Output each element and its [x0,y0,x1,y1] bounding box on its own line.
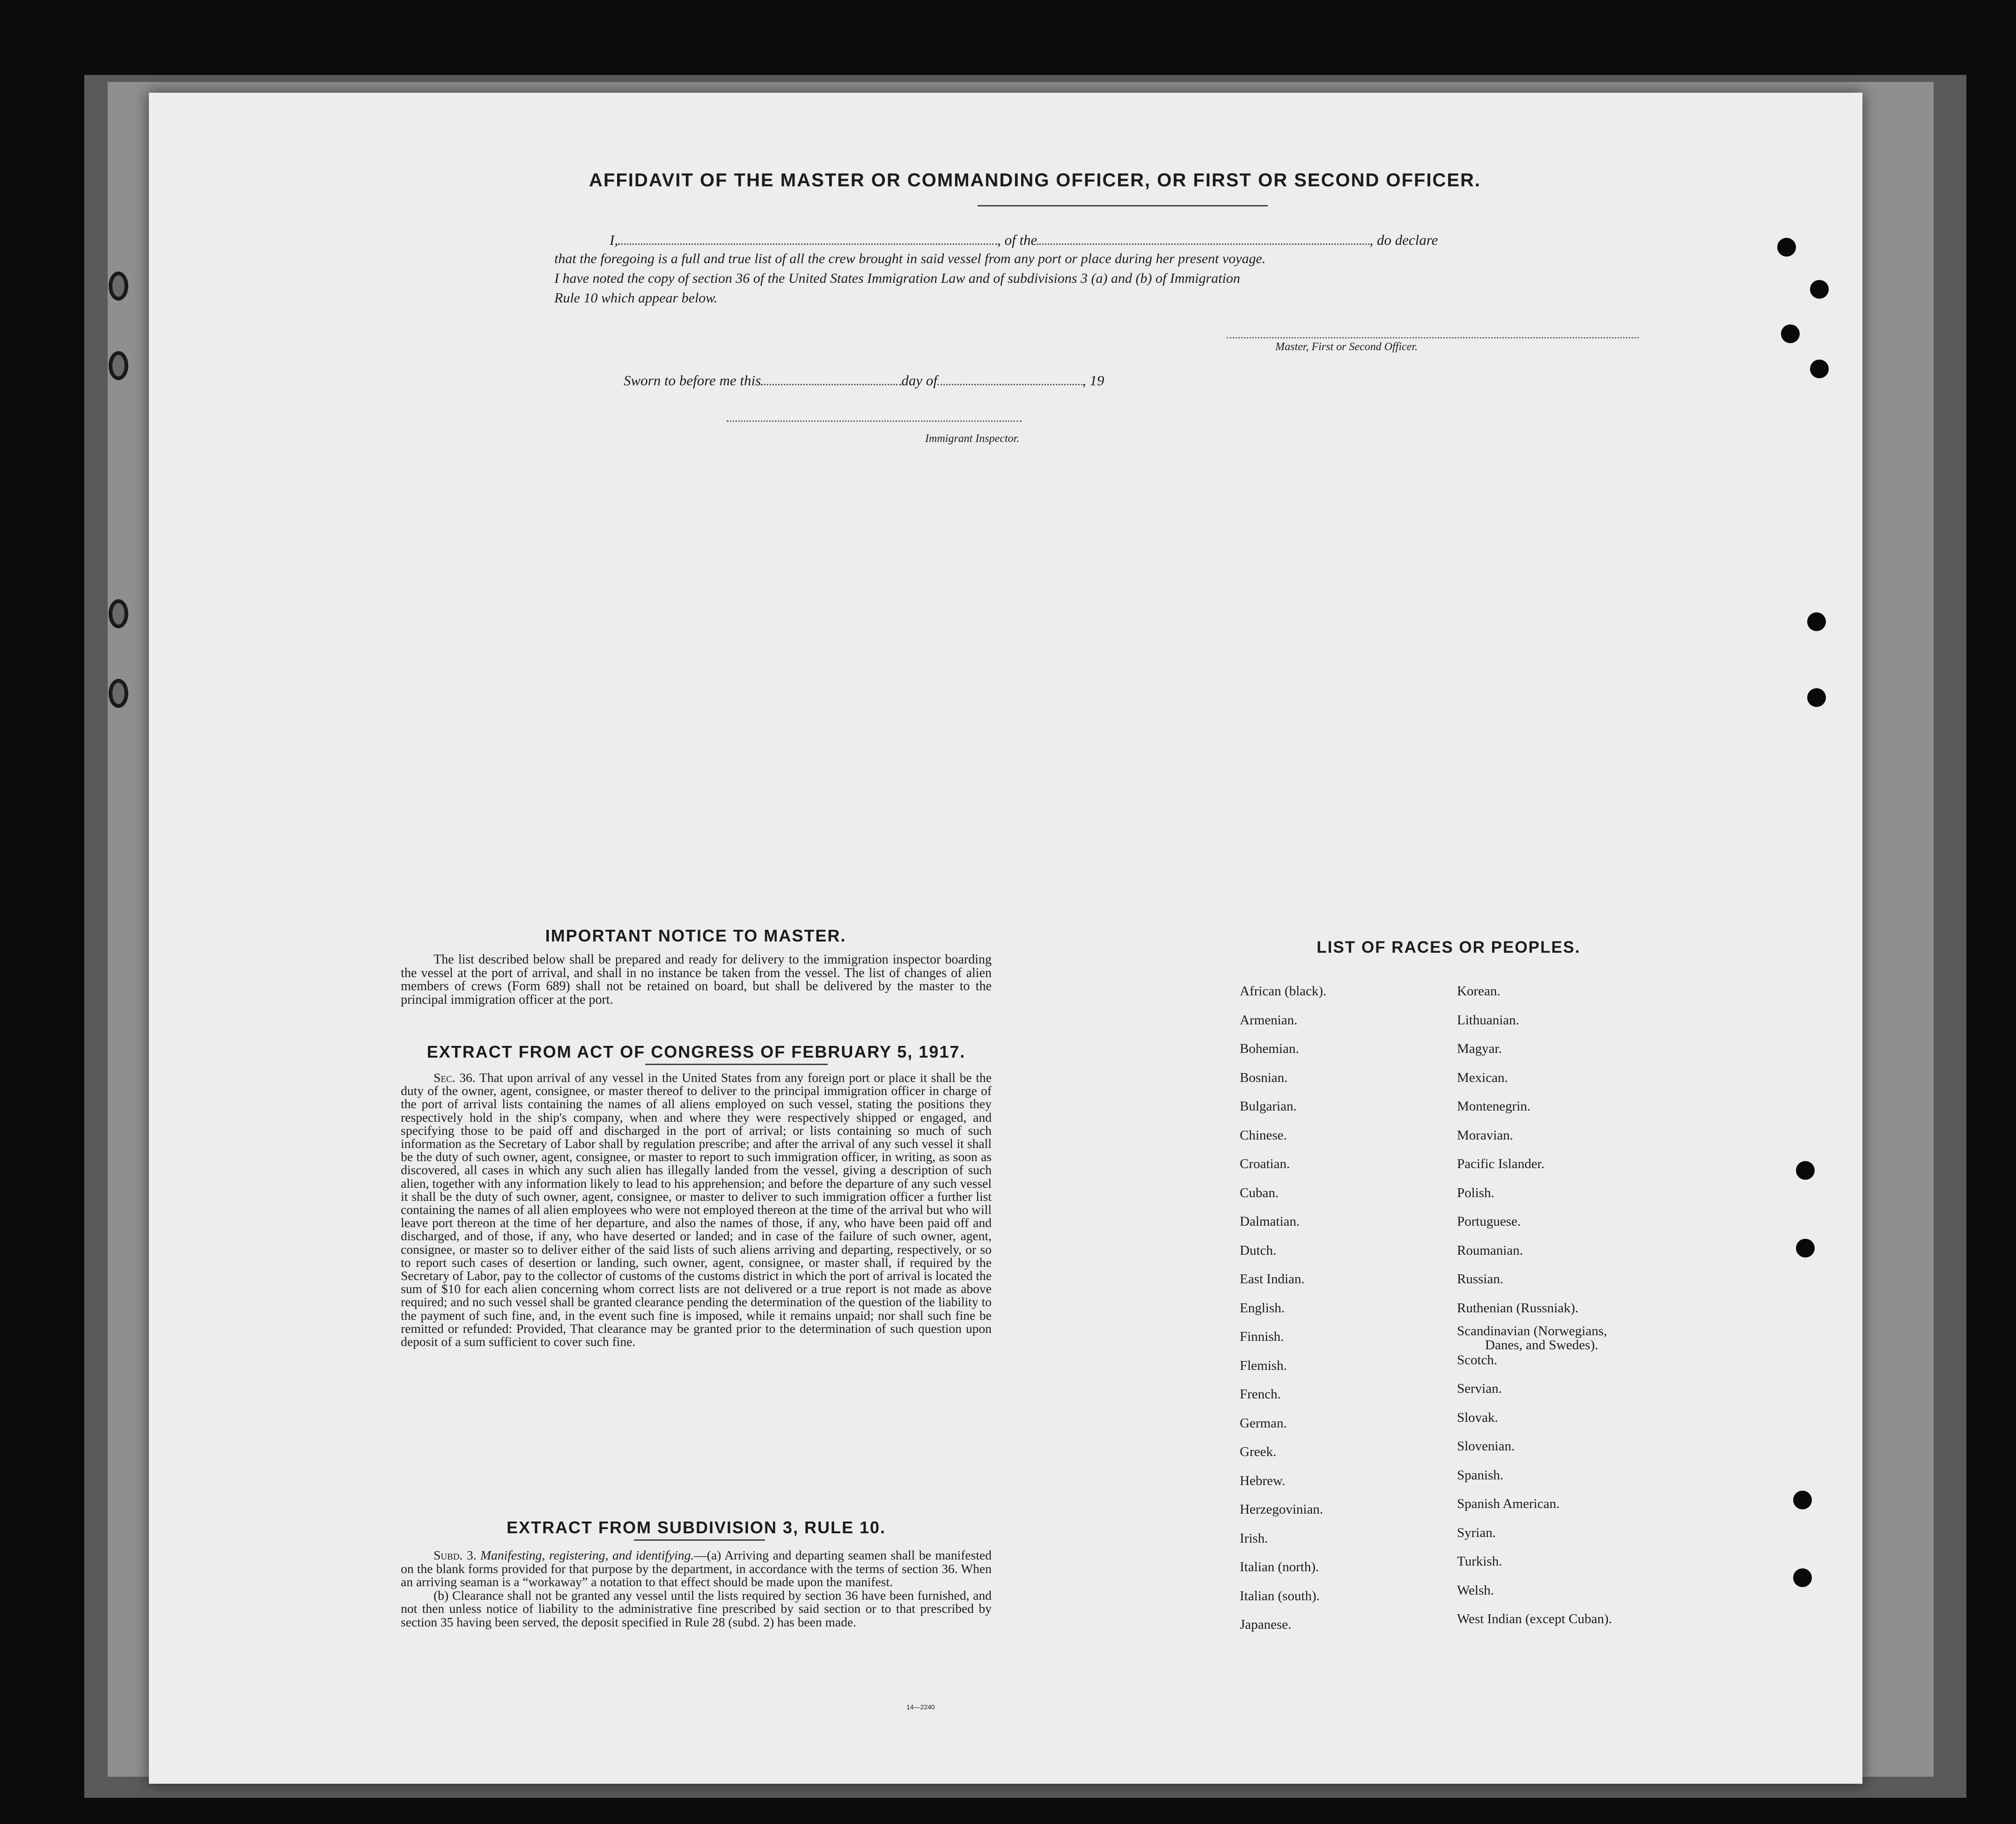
vessel-name-blank [1037,231,1369,245]
binder-ring-icon [109,351,128,380]
extract-act-underline [645,1064,828,1065]
race-item: Herzegovinian. [1240,1502,1323,1517]
race-item: Welsh. [1457,1582,1494,1598]
title-underline [978,205,1268,206]
race-item: Roumanian. [1457,1243,1523,1258]
master-signature-line [1227,337,1639,338]
race-item: Turkish. [1457,1554,1502,1569]
race-item: Montenegrin. [1457,1099,1531,1114]
subdivision-text-b: (b) Clearance shall not be granted any vessel until the lists required by section 36 have been furnished, and not then unless notice of liability to the administrative fine prescribed by said section or to that prescribed by section 35 having been served, the deposit specified in Rule 28 (subd. 2) has been made. [401,1588,992,1629]
race-item: West Indian (except Cuban). [1457,1611,1612,1626]
punch-hole-icon [1810,280,1829,299]
punch-hole-icon [1810,360,1829,378]
race-item: Ruthenian (Russniak). [1457,1300,1579,1316]
notice-heading: IMPORTANT NOTICE TO MASTER. [545,926,846,945]
punch-hole-icon [1807,688,1826,707]
races-heading: LIST OF RACES OR PEOPLES. [1317,938,1581,956]
race-item: Mexican. [1457,1070,1508,1085]
race-item: Bosnian. [1240,1070,1288,1085]
race-item: Servian. [1457,1381,1502,1396]
binder-ring-icon [109,599,128,628]
race-item: Chinese. [1240,1127,1287,1143]
affidavit-declare: , do declare [1369,232,1438,248]
race-item: Lithuanian. [1457,1012,1519,1028]
affidavit-line-4: Rule 10 which appear below. [554,290,718,306]
race-item: Finnish. [1240,1329,1284,1344]
race-item: Hebrew. [1240,1473,1286,1488]
race-item: Spanish. [1457,1467,1504,1483]
race-item: Magyar. [1457,1041,1502,1056]
subdivision-label: Subd. 3. [434,1548,477,1562]
notice-text [401,953,992,1007]
subdivision-title: Manifesting, registering, and identifying. [480,1548,694,1562]
race-item: German. [1240,1415,1287,1431]
race-item: Flemish. [1240,1358,1287,1373]
sworn-month-blank [937,372,1082,385]
extract-rule-underline [634,1539,765,1541]
section-label: Sec. 36. [434,1070,476,1085]
affidavit-line-3: I have noted the copy of section 36 of the United States Immigration Law and of subdivisions 3 (a) and (b) of Immigration [554,271,1240,286]
race-item: Irish. [1240,1530,1268,1546]
race-item: African (black). [1240,984,1327,999]
extract-rule-heading: EXTRACT FROM SUBDIVISION 3, RULE 10. [506,1518,886,1537]
sworn-day-blank [761,372,901,385]
extract-act-text [401,1071,992,1348]
affidavit-line-1 [610,231,1438,249]
race-item: East Indian. [1240,1272,1305,1287]
race-item: Slovenian. [1457,1439,1515,1454]
sworn-text: Sworn to before me this [624,372,761,389]
punch-hole-icon [1796,1161,1815,1180]
day-of-text: day of [901,372,937,389]
race-item: Dalmatian. [1240,1214,1300,1229]
race-item: Scotch. [1457,1352,1498,1368]
binder-ring-icon [109,679,128,708]
year-text: , 19 [1082,372,1104,389]
punch-hole-icon [1796,1239,1815,1258]
race-item: Scandinavian (Norwegians, [1457,1324,1607,1339]
races-right-column [1457,984,1612,1641]
race-item: English. [1240,1300,1285,1316]
master-name-blank [618,231,997,245]
punch-hole-icon [1793,1491,1812,1509]
extract-act-heading: EXTRACT FROM ACT OF CONGRESS OF FEBRUARY 5, 1917. [427,1042,966,1061]
race-item: Greek. [1240,1444,1277,1459]
affidavit-of-the: , of the [997,232,1037,248]
affidavit-line-2: that the foregoing is a full and true list of all the crew brought in said vessel from any port or place during her present voyage. [554,251,1266,266]
punch-hole-icon [1793,1568,1812,1587]
race-item: Croatian. [1240,1156,1290,1171]
punch-hole-icon [1777,238,1796,257]
race-item: Armenian. [1240,1012,1298,1028]
race-item-wrap [1457,1324,1612,1353]
race-item: Russian. [1457,1272,1504,1287]
inspector-signature-label: Immigrant Inspector. [925,433,1020,445]
punch-hole-icon [1781,324,1800,343]
race-item: Dutch. [1240,1243,1277,1258]
master-signature-label: Master, First or Second Officer. [1275,341,1418,353]
notice-paragraph: The list described below shall be prepared and ready for delivery to the immigration inspector boarding the vessel at the port of arrival, and shall in no instance be taken from the vessel. The list of changes of alien members of crews (Form 689) shall not be retained on board, but shall be delivered by the master to the principal immigration officer at the port. [401,952,992,1007]
affidavit-i: I, [610,232,618,248]
affidavit-title: AFFIDAVIT OF THE MASTER OR COMMANDING OFFICER, OR FIRST OR SECOND OFFICER. [589,170,1481,191]
form-number: 14—2240 [906,1703,935,1711]
section-36-text: That upon arrival of any vessel in the United States from any foreign port or place it shall be the duty of the owner, agent, consignee, or master thereof to deliver to the principal immigration officer in charge of the port of arrival lists containing the names of all aliens employed on such vessel, stating the positions they respectively hold in the ship's company, when and where they were respectively shipped or engaged, and specifying those to be paid off and discharged in the port of arrival; or lists containing so much of such information as the Secretary of Labor shall by regulation prescribe; and after the arrival of any such vessel it shall be the duty of such owner, agent, consignee, or master to report to such immigration officer, in writing, as soon as discovered, all cases in which any such alien has illegally landed from the vessel, giving a description of such alien, together with any information likely to lead to his apprehension; and before the departure of any such vessel it shall be the duty of such owner, agent, consignee, or master to deliver to such immigration officer a further list containing the names of all alien employees who were not employed thereon at the time of the arrival but who will leave port thereon at the time of her departure, and also the names of those, if any, who have been paid off and discharged, and of those, if any, who have deserted or landed; and in case of the failure of such owner, agent, consignee, or master so to deliver either of the said lists of such aliens arriving and departing, respectively, or so to report such cases of desertion or landing, such owner, agent, consignee, or master shall, if required by the Secretary of Labor, pay to the collector of customs of the customs district in which the port of arrival is located the sum of $10 for each alien concerning whom correct lists are not delivered or a true report is not made as above required; and no such vessel shall be granted clearance pending the determination of the question of the liability to the payment of such fine, and, in the event such fine is imposed, while it remains unpaid; nor shall such fine be remitted or refunded: Provided, That clearance may be granted prior to the determination of such question upon deposit of a sum sufficient to cover such fine. [401,1070,992,1349]
race-item: Cuban. [1240,1185,1279,1200]
race-item: Polish. [1457,1185,1494,1200]
race-item: Italian (south). [1240,1588,1320,1603]
race-item: Korean. [1457,984,1501,999]
race-item: Bulgarian. [1240,1099,1297,1114]
race-item: Spanish American. [1457,1496,1560,1511]
punch-hole-icon [1807,612,1826,631]
race-item: Japanese. [1240,1617,1292,1632]
race-item: Slovak. [1457,1410,1498,1425]
extract-rule-text [401,1549,992,1629]
race-item: Bohemian. [1240,1041,1299,1056]
race-item: Portuguese. [1457,1214,1521,1229]
races-left-column [1240,984,1326,1647]
race-item: Moravian. [1457,1127,1513,1143]
sworn-line [624,372,1104,389]
race-item: French. [1240,1387,1281,1402]
race-item: Italian (north). [1240,1559,1319,1574]
race-item: Syrian. [1457,1525,1496,1540]
binder-ring-icon [109,272,128,301]
subdivision-text-a: —(a) Arriving and departing seamen shall be manifested on the blank forms provided for that purpose by the department, in accordance with the terms of section 36. When an arriving seaman is a “workaway” a notation to that effect should be made upon the manifest. [401,1548,992,1589]
inspector-signature-line [727,420,1022,422]
document-page [149,93,1862,1784]
race-item-continuation: Danes, and Swedes). [1485,1338,1598,1353]
race-item: Pacific Islander. [1457,1156,1545,1171]
